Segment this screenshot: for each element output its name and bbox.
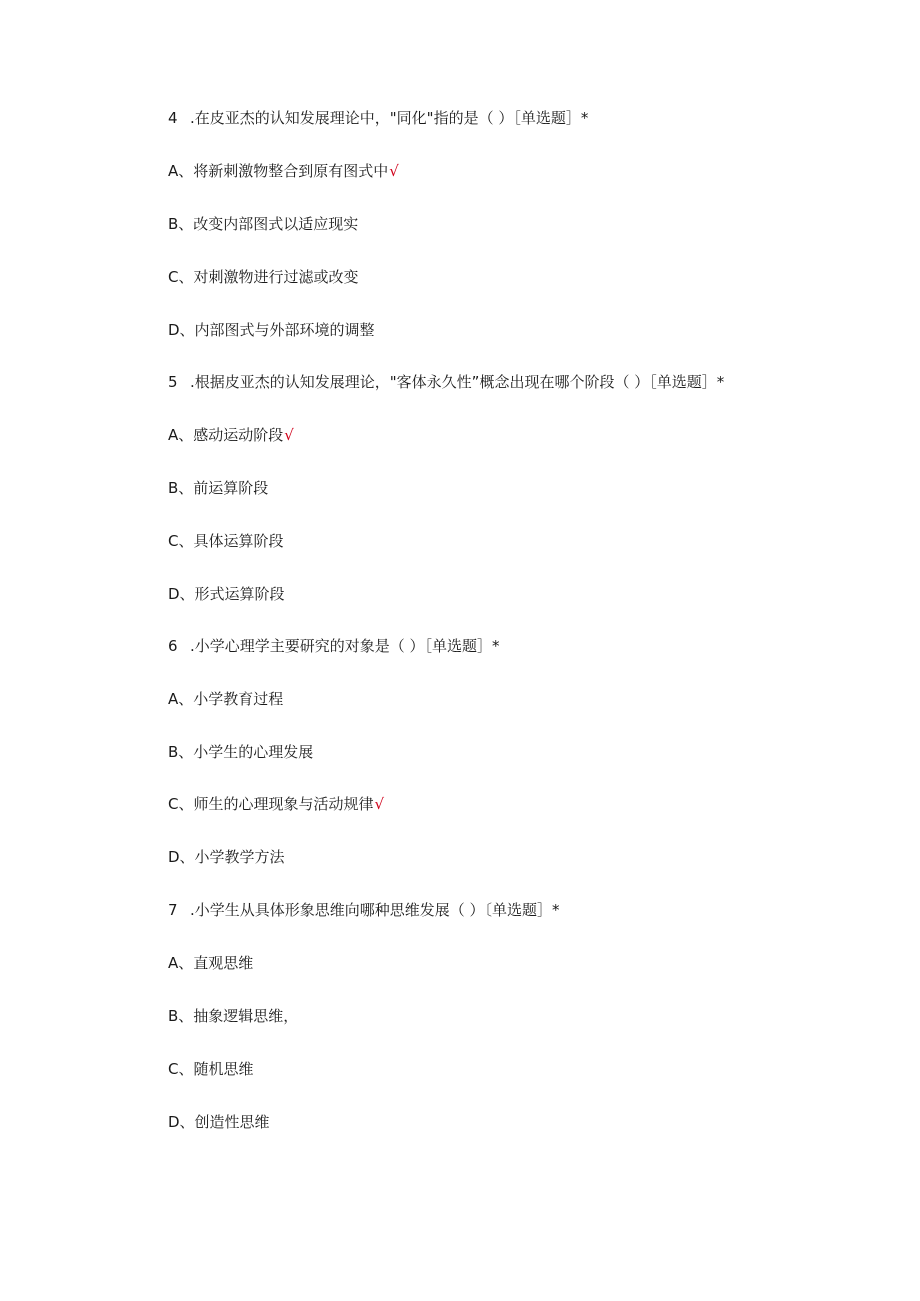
question-text: .小学生从具体形象思维向哪种思维发展（ ）〔单选题］* [190,901,560,919]
option-label: B、抽象逻辑思维， [168,1007,299,1025]
option-label: B、前运算阶段 [168,479,269,497]
question-5-option-b [168,476,269,500]
question-4-option-c [168,265,359,289]
option-label: A、将新刺激物整合到原有图式中 [168,162,389,180]
question-text: .小学心理学主要研究的对象是（ ）［单选题］* [190,637,500,655]
question-text: .在皮亚杰的认知发展理论中，"同化"指的是（ ）［单选题］* [190,109,589,127]
question-6-option-d [168,845,286,869]
question-number: 5 [168,373,178,391]
question-6-option-b [168,740,314,764]
question-7-option-c [168,1057,254,1081]
option-label: D、形式运算阶段 [168,585,285,603]
question-7-option-d [168,1110,271,1134]
question-6-option-a [168,687,284,711]
option-label: C、随机思维 [168,1060,254,1078]
option-label: A、感动运动阶段 [168,426,284,444]
question-7-option-a [168,951,254,975]
check-mark-icon: √ [374,795,385,813]
question-4-option-b [168,212,359,236]
question-5-option-d [168,582,286,606]
option-label: C、对刺激物进行过滤或改变 [168,268,359,286]
question-6-option-c [168,792,384,816]
option-label: C、师生的心理现象与活动规律 [168,795,374,813]
check-mark-icon: √ [389,162,399,180]
question-6-stem [168,634,500,658]
option-label: B、小学生的心理发展 [168,743,314,761]
option-label: D、内部图式与外部环境的调整 [168,321,375,339]
question-4-option-a [168,159,399,183]
option-label: B、改变内部图式以适应现实 [168,215,359,233]
question-5-option-a [168,423,294,447]
question-4-stem [168,106,588,130]
question-text: .根据皮亚杰的认知发展理论，"客体永久性”概念出现在哪个阶段（ ）［单选题］* [190,373,725,391]
question-4-option-d [168,318,376,342]
option-label: A、直观思维 [168,954,254,972]
question-number: 4 [168,109,178,127]
option-label: D、小学教学方法 [168,848,285,866]
option-label: D、创造性思维 [168,1113,270,1131]
question-7-option-b [168,1004,299,1028]
check-mark-icon: √ [284,426,294,444]
question-7-stem [168,898,560,922]
option-label: C、具体运算阶段 [168,532,284,550]
question-5-option-c [168,529,284,553]
question-5-stem [168,370,724,394]
question-number: 6 [168,637,178,655]
option-label: A、小学教育过程 [168,690,284,708]
question-number: 7 [168,901,178,919]
